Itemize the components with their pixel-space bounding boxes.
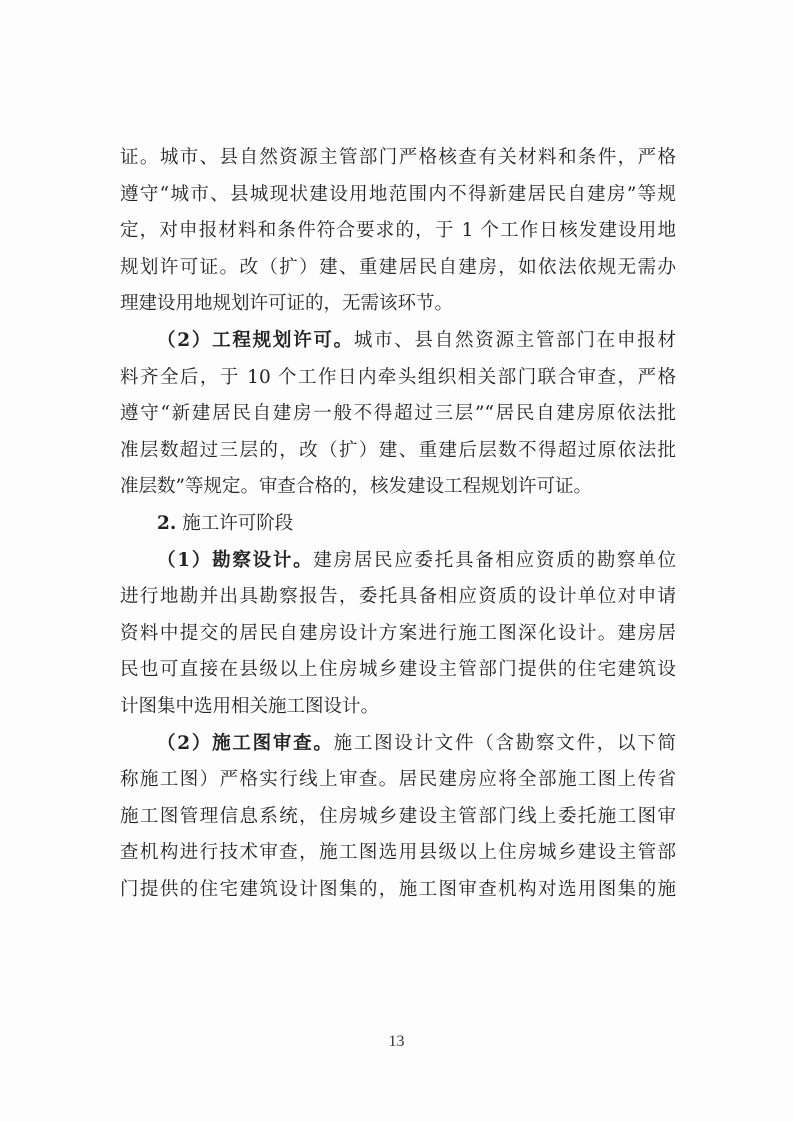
paragraph-first-line xyxy=(120,323,676,360)
text-line: 料齐全后，于 10 个工作日内牵头组织相关部门联合审查，严格 xyxy=(120,366,676,388)
text-line: 遵守“城市、县城现状建设用地范围内不得新建居民自建房”等规 xyxy=(120,183,676,205)
text-line: 查机构进行技术审查，施工图选用县级以上住房城乡建设主管部 xyxy=(120,842,676,864)
text-line: 门提供的住宅建筑设计图集的，施工图审查机构对选用图集的施 xyxy=(120,878,676,900)
page-number: 13 xyxy=(388,1033,405,1050)
document-body xyxy=(120,140,676,908)
text-line: 进行地勘并出具勘察报告，委托具备相应资质的设计单位对申请 xyxy=(120,586,676,608)
text-line: 称施工图）严格实行线上审查。居民建房应将全部施工图上传省 xyxy=(120,769,676,791)
section-number: 2. xyxy=(157,512,177,534)
text-line: 准层数超过三层的，改（扩）建、重建后层数不得超过原依法批 xyxy=(120,439,676,461)
subheading: （2）工程规划许可。 xyxy=(157,329,354,351)
text-run: 城市、县自然资源主管部门在申报材 xyxy=(353,329,676,351)
text-line: 理建设用地规划许可证的，无需该环节。 xyxy=(120,293,454,315)
text-line: 遵守“新建居民自建房一般不得超过三层”“居民自建房原依法批 xyxy=(120,403,676,425)
text-line: 民也可直接在县级以上住房城乡建设主管部门提供的住宅建筑设 xyxy=(120,659,676,681)
section-title: 施工许可阶段 xyxy=(176,512,294,534)
text-line: 证。城市、县自然资源主管部门严格核查有关材料和条件，严格 xyxy=(120,147,676,168)
paragraph-first-line xyxy=(120,726,676,763)
text-run: 建房居民应委托具备相应资质的勘察单位 xyxy=(313,549,676,571)
paragraph-first-line xyxy=(120,543,676,580)
text-line: 准层数”等规定。审查合格的，核发建设工程规划许可证。 xyxy=(120,476,592,498)
text-line: 计图集中选用相关施工图设计。 xyxy=(120,695,380,717)
text-line: 施工图管理信息系统，住房城乡建设主管部门线上委托施工图审 xyxy=(120,805,676,827)
text-line: 资料中提交的居民自建房设计方案进行施工图深化设计。建房居 xyxy=(120,622,676,644)
text-run: 施工图设计文件（含勘察文件，以下简 xyxy=(333,732,676,754)
section-heading xyxy=(120,506,676,543)
text-line: 定，对申报材料和条件符合要求的，于 1 个工作日核发建设用地 xyxy=(120,220,676,242)
subheading: （1）勘察设计。 xyxy=(157,549,314,571)
text-line: 规划许可证。改（扩）建、重建居民自建房，如依法依规无需办 xyxy=(120,256,676,278)
subheading: （2）施工图审查。 xyxy=(157,732,334,754)
